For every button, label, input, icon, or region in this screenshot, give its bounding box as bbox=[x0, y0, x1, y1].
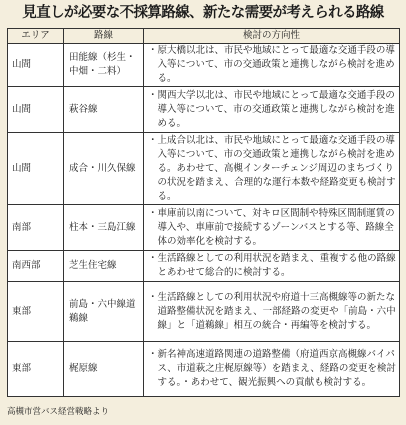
cell-policy: ・ 上成合以北は、市民や地域にとって最適な交通手段の導入等について、市の交通政策と連携しながら検討を進める。あわせて、高槻インターチェンジ周辺のまちづくりの状況を踏まえ、合理的な運行本数や経路変更も検討する。 bbox=[144, 133, 400, 205]
header-policy: 検討の方向性 bbox=[144, 29, 400, 44]
table-row bbox=[8, 251, 400, 282]
cell-route: 柱本・三島江線 bbox=[64, 205, 144, 251]
table-row bbox=[8, 282, 400, 342]
table-row bbox=[8, 205, 400, 251]
cell-area: 東部 bbox=[8, 342, 64, 397]
table-header-row bbox=[8, 29, 400, 44]
bullet-mark: ・ bbox=[148, 349, 158, 360]
bullet-mark: ・ bbox=[148, 45, 158, 56]
cell-route: 梶原線 bbox=[64, 342, 144, 397]
cell-policy: ・ 原大橋以北は、市民や地域にとって最適な交通手段の導入等について、市の交通政策と連携しながら検討を進める。 bbox=[144, 44, 400, 87]
table-row bbox=[8, 133, 400, 205]
cell-policy: ・ 車庫前以南について、対キロ区間制や特殊区間制運賃の導入や、車庫前で接続するゾーンバスとする等、路線全体の効率化を検討する。 bbox=[144, 205, 400, 251]
bullet-mark: ・ bbox=[148, 253, 158, 264]
table-row bbox=[8, 87, 400, 133]
cell-route: 成合・川久保線 bbox=[64, 133, 144, 205]
header-area: エリア bbox=[8, 29, 64, 44]
route-review-table bbox=[7, 28, 400, 397]
cell-area: 山間 bbox=[8, 133, 64, 205]
cell-policy: ・ 関西大学以北は、市民や地域にとって最適な交通手段の導入等について、市の交通政策と連携しながら検討を進める。 bbox=[144, 87, 400, 133]
cell-policy: ・ 生活路線としての利用状況を踏まえ、重複する他の路線とあわせて総合的に検討する。 bbox=[144, 251, 400, 282]
header-route: 路線 bbox=[64, 29, 144, 44]
cell-area: 南西部 bbox=[8, 251, 64, 282]
table-row bbox=[8, 44, 400, 87]
cell-route: 前島・六中線道鵜線 bbox=[64, 282, 144, 342]
bullet-mark: ・ bbox=[148, 291, 158, 303]
table-row bbox=[8, 342, 400, 397]
cell-area: 山間 bbox=[8, 44, 64, 87]
bullet-mark: ・ bbox=[148, 207, 158, 219]
cell-route: 田能線（杉生・中畑・二料） bbox=[64, 44, 144, 87]
bullet-mark: ・ bbox=[148, 89, 158, 101]
cell-area: 南部 bbox=[8, 205, 64, 251]
cell-route: 芝生住宅線 bbox=[64, 251, 144, 282]
cell-policy: ・ 新名神高速道路関連の道路整備（府道西京高槻線バイパス、市道萩之庄梶原線等）を踏まえ、経路の変更を検討する。・あわせて、観光振興への貢献も検討する。 bbox=[144, 342, 400, 397]
cell-route: 萩谷線 bbox=[64, 87, 144, 133]
source-note: 高槻市営バス経営戦略より bbox=[7, 407, 110, 417]
page-title: 見直しが必要な不採算路線、新たな需要が考えられる路線 bbox=[22, 5, 384, 21]
bullet-mark: ・ bbox=[148, 134, 158, 146]
cell-area: 東部 bbox=[8, 282, 64, 342]
cell-policy: ・ 生活路線としての利用状況や府道十三高槻線等の新たな道路整備状況を踏まえ、一部経路の変更や「前島・六中線」と「道鵜線」相互の統合・再編等を検討する。 bbox=[144, 282, 400, 342]
cell-area: 山間 bbox=[8, 87, 64, 133]
